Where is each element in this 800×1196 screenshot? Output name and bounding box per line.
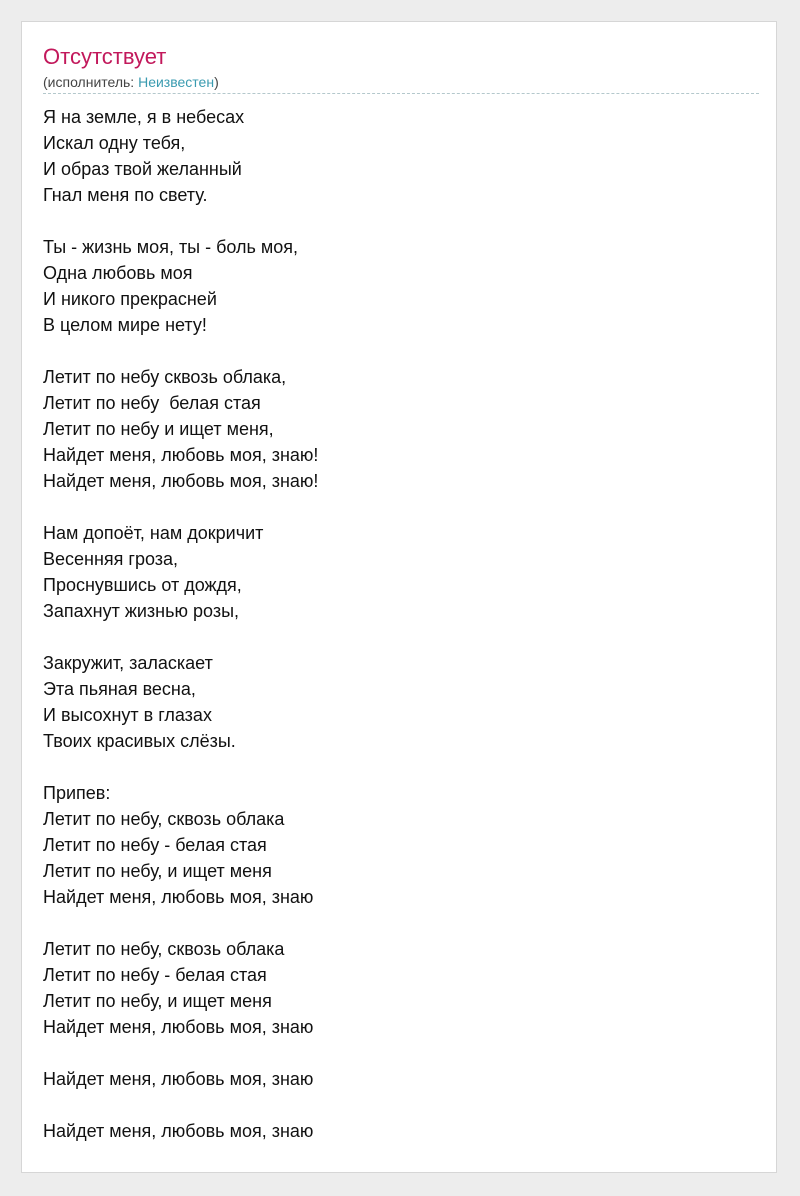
- lyric-line: Летит по небу - белая стая: [43, 835, 267, 855]
- lyric-line: Закружит, заласкает: [43, 653, 213, 673]
- stanza-gap: [43, 624, 759, 650]
- stanza-gap: [43, 338, 759, 364]
- lyric-line: Ты - жизнь моя, ты - боль моя,: [43, 237, 299, 257]
- lyric-line: Летит по небу, и ищет меня: [43, 991, 272, 1011]
- lyric-line: Летит по небу, сквозь облака: [43, 939, 285, 959]
- artist-suffix: ): [214, 74, 219, 90]
- lyric-line: Нам допоёт, нам докричит: [43, 523, 264, 543]
- lyric-line: Одна любовь моя: [43, 263, 193, 283]
- lyric-line: Летит по небу белая стая: [43, 393, 261, 413]
- stanza-gap: [43, 910, 759, 936]
- lyric-line: Летит по небу, сквозь облака: [43, 809, 285, 829]
- lyric-line: Гнал меня по свету.: [43, 185, 208, 205]
- stanza-gap: [43, 208, 759, 234]
- artist-line: [43, 73, 219, 91]
- lyric-line: Искал одну тебя,: [43, 133, 186, 153]
- artist-prefix: (исполнитель:: [43, 74, 139, 90]
- lyric-line: Найдет меня, любовь моя, знаю: [43, 1121, 314, 1141]
- stanza-gap: [43, 1092, 759, 1118]
- artist-link[interactable]: Неизвестен: [138, 74, 215, 90]
- lyric-line: Летит по небу, и ищет меня: [43, 861, 272, 881]
- lyric-line: В целом мире нету!: [43, 315, 207, 335]
- lyric-line: И образ твой желанный: [43, 159, 242, 179]
- lyric-line: Проснувшись от дождя,: [43, 575, 242, 595]
- lyric-line: Летит по небу сквозь облака,: [43, 367, 287, 387]
- stanza-gap: [43, 494, 759, 520]
- lyric-line: Я на земле, я в небесах: [43, 107, 245, 127]
- lyric-line: Найдет меня, любовь моя, знаю: [43, 1069, 314, 1089]
- song-title: Отсутствует: [43, 44, 167, 69]
- lyric-line: Летит по небу - белая стая: [43, 965, 267, 985]
- stanza-gap: [43, 1040, 759, 1066]
- lyrics-text: [43, 104, 759, 1144]
- lyric-line: Припев:: [43, 783, 111, 803]
- lyric-line: Найдет меня, любовь моя, знаю: [43, 887, 314, 907]
- stanza-gap: [43, 754, 759, 780]
- lyric-line: Найдет меня, любовь моя, знаю!: [43, 445, 319, 465]
- lyric-line: Найдет меня, любовь моя, знаю!: [43, 471, 319, 491]
- lyrics-card: [21, 21, 777, 1173]
- lyric-line: Эта пьяная весна,: [43, 679, 196, 699]
- lyric-line: И никого прекрасней: [43, 289, 217, 309]
- lyric-line: Найдет меня, любовь моя, знаю: [43, 1017, 314, 1037]
- lyric-line: Весенняя гроза,: [43, 549, 179, 569]
- lyric-line: И высохнут в глазах: [43, 705, 212, 725]
- lyric-line: Твоих красивых слёзы.: [43, 731, 236, 751]
- lyric-line: Запахнут жизнью розы,: [43, 601, 240, 621]
- lyric-line: Летит по небу и ищет меня,: [43, 419, 274, 439]
- title-divider: [43, 93, 759, 94]
